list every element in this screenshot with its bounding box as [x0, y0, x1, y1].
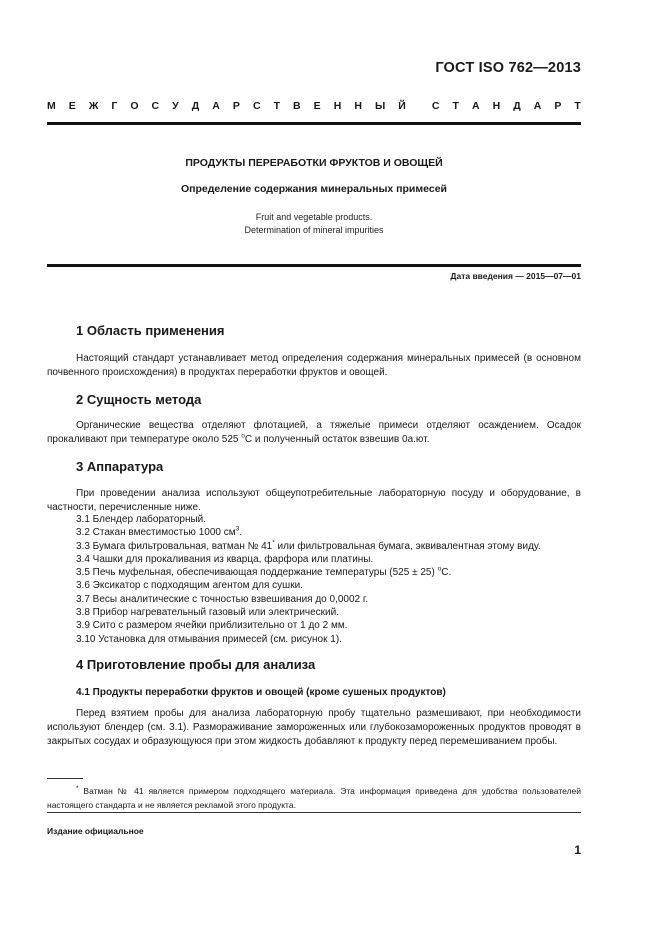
heading-letter: А [212, 100, 220, 112]
heading-letter: Ж [88, 100, 99, 112]
heading-letter: С [151, 100, 160, 112]
subsection-4-1-text: Перед взятием пробы для анализа лабораторную пробу тщательно размешивают, при необходимости используют блендер (см. 3.1). Размораживание замороженных или глубокозамороженных продуктов проводят в закрытых сосудах и образующуюся при этом жидкость добавляют к продукту перед перемешиванием пробы. [47, 708, 581, 747]
english-title-line-1: Fruit and vegetable products. [255, 212, 373, 222]
list-item: 3.3 Бумага фильтровальная, ватман № 41* или фильтровальная бумага, эквивалентная этому виду. [76, 539, 541, 552]
list-item: 3.7 Весы аналитические с точностью взвешивания до 0,0002 г. [76, 593, 369, 605]
heading-letter: Т [574, 100, 581, 112]
section-2-heading: 2 Сущность метода [76, 392, 202, 407]
list-item: 3.10 Установка для отмывания примесей (см. рисунок 1). [76, 633, 342, 645]
heading-letter: Й [398, 100, 406, 112]
list-item: 3.4 Чашки для прокаливания из кварца, фарфора или платины. [76, 553, 374, 565]
title-rule [47, 264, 581, 267]
heading-letter: Д [191, 100, 200, 112]
list-item: 3.9 Сито с размером ячейки приблизительно от 1 до 2 мм. [76, 620, 348, 632]
section-3-heading: 3 Аппаратура [76, 459, 164, 474]
section-1-text: Настоящий стандарт устанавливает метод определения содержания минеральных примесей (в основном почвенного происхождения) в продуктах переработки фруктов и овощей. [47, 353, 581, 378]
header-rule [47, 122, 581, 125]
list-item: 3.1 Блендер лабораторный. [76, 514, 207, 525]
footnote-divider [47, 778, 83, 779]
subsection-4-1-heading: 4.1 Продукты переработки фруктов и овощей (кроме сушеных продуктов) [76, 687, 446, 698]
heading-letter: Н [333, 100, 342, 112]
heading-letter: А [533, 100, 542, 112]
document-subtitle: Определение содержания минеральных примесей [180, 183, 447, 195]
section-1-heading: 1 Область применения [76, 323, 225, 338]
section-3-intro: При проведении анализа используют общеупотребительные лабораторную посуду и оборудование, в частности, перечисленные ниже. [47, 488, 581, 513]
section-2-text: Органические вещества отделяют флотацией, а тяжелые примеси отделяют осаждением. Осадок прокаливают при температуре около 525 $^о$С и полученный остаток взвешив 0а.ют. [47, 420, 581, 445]
heading-letter: О [130, 100, 139, 112]
heading-letter: С [431, 100, 440, 112]
heading-letter: Т [273, 100, 280, 112]
list-item: 3.5 Печь муфельная, обеспечивающая поддержание температуры (525 ± 25) $^о$С. [76, 565, 452, 579]
list-item: 3.6 Эксикатор с подходящим агентом для сушки. [76, 580, 303, 592]
heading-letter: Р [232, 100, 240, 112]
heading-letter: М [47, 100, 56, 112]
heading-letter: С [252, 100, 261, 112]
document-title: ПРОДУКТЫ ПЕРЕРАБОТКИ ФРУКТОВ И ОВОЩЕЙ [185, 157, 443, 169]
heading-letter: В [293, 100, 301, 112]
heading-letter: Е [313, 100, 321, 112]
footer-rule [47, 812, 581, 813]
heading-letter: У [172, 100, 179, 112]
apparatus-list [76, 513, 581, 646]
english-title-line-2: Determination of mineral impurities [244, 225, 384, 235]
standard-code: ГОСТ ISO 762—2013 [435, 60, 581, 76]
introduction-date: Дата введения — 2015—07—01 [450, 271, 581, 281]
standard-type-heading [47, 100, 581, 112]
heading-letter: Т [452, 100, 459, 112]
heading-letter: Н [354, 100, 362, 112]
list-item: 3.2 Стакан вместимостью 1000 $см^3$. [76, 525, 243, 539]
footnote: * Ватман № 41 является примером подходящего материала. Эта информация приведена для удобства пользователей настоящего стандарта и не является рекламой этого продукта. [47, 785, 581, 810]
heading-letter: Н [492, 100, 501, 112]
heading-letter: Д [513, 100, 521, 112]
heading-letter: Е [68, 100, 76, 112]
page-number: 1 [574, 843, 581, 857]
list-item: 3.8 Прибор нагревательный газовый или электрический. [76, 607, 340, 619]
edition-label: Издание официальное [47, 826, 144, 836]
heading-letter: Ы [374, 100, 386, 112]
heading-letter: Г [111, 100, 118, 112]
heading-letter: Р [554, 100, 562, 112]
heading-letter: А [471, 100, 480, 112]
section-4-heading: 4 Приготовление пробы для анализа [76, 657, 316, 672]
